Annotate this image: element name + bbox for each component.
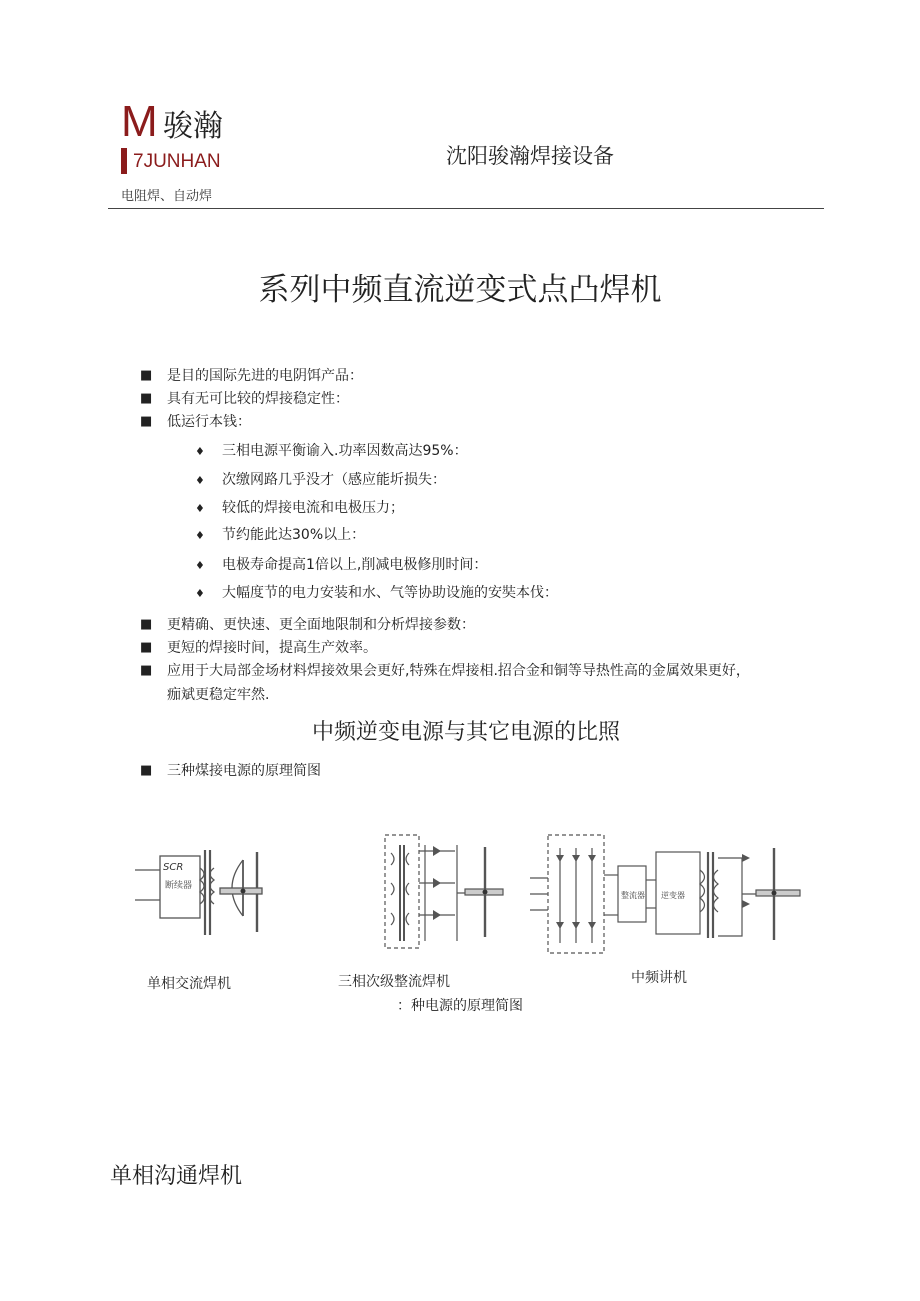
rectifier-label: 整流器 xyxy=(621,891,645,900)
sub-feature-item: 三相电源平衡谕入.功率因数高达95%： xyxy=(222,443,468,459)
caption-single-phase: 单相交流焊机 xyxy=(147,976,231,992)
diamond-bullet-icon: ♦ xyxy=(195,587,205,600)
sub-feature-item: 次缴网路几乎没才（感应能圻损失： xyxy=(222,472,446,488)
bullet-icon: ■ xyxy=(140,391,153,406)
inverter-label: 逆变器 xyxy=(661,891,685,900)
feature-item-continued: 痂斌更稳定牢然. xyxy=(167,687,270,703)
section-heading-comparison: 中频逆变电源与其它电源的比照 xyxy=(311,720,620,745)
figure-caption: ：种电源的原理简图 xyxy=(397,998,523,1014)
bullet-icon: ■ xyxy=(140,617,153,632)
tagline: 电阻焊、自动焊 xyxy=(121,189,213,204)
diamond-bullet-icon: ♦ xyxy=(195,502,205,515)
header-divider xyxy=(108,208,824,209)
company-name: 沈阳骏瀚焊接设备 xyxy=(446,144,614,168)
sub-feature-item: 较低的焊接电流和电极压力； xyxy=(222,500,404,516)
bullet-icon: ■ xyxy=(140,763,153,778)
feature-item: 是目的国际先进的电阴饵产品： xyxy=(167,368,363,384)
feature-item: 应用于大局部金场材料焊接效果会更好,特殊在焊接相.招合金和铜等导热性高的金属效果更好， xyxy=(167,663,750,679)
feature-item: 低运行本钱： xyxy=(167,414,251,430)
breaker-label: 断续器 xyxy=(165,881,193,891)
logo-english-name: 7JUNHAN xyxy=(133,151,221,172)
logo-bar xyxy=(121,148,127,174)
diamond-bullet-icon: ♦ xyxy=(195,559,205,572)
caption-mid-frequency: 中频讲机 xyxy=(631,970,687,986)
diagram-single-phase-ac xyxy=(135,840,275,940)
feature-item: 更精确、更快速、更全面地限制和分析焊接参数： xyxy=(167,617,475,633)
diamond-bullet-icon: ♦ xyxy=(195,529,205,542)
diamond-bullet-icon: ♦ xyxy=(195,474,205,487)
section-heading-single-phase: 单相沟通焊机 xyxy=(110,1164,243,1189)
logo-chinese-name: 骏瀚 xyxy=(163,109,223,144)
scr-label: SCR xyxy=(163,862,184,873)
bullet-icon: ■ xyxy=(140,368,153,383)
page-title: 系列中频直流逆变式点凸焊机 xyxy=(258,272,662,308)
sub-feature-item: 电极寿命提高1倍以上,削减电极修刖时间： xyxy=(222,557,488,573)
bullet-icon: ■ xyxy=(140,640,153,655)
sub-feature-item: 节约能此达30%以上： xyxy=(222,527,366,543)
logo-letter: M xyxy=(121,97,156,146)
diagram-mid-frequency-inverter xyxy=(530,830,810,960)
diagram-three-phase-rectifier xyxy=(385,833,505,953)
sub-feature-item: 大幅度节的电力安装和水、气等协助设施的安奘本伐： xyxy=(222,585,558,601)
bullet-icon: ■ xyxy=(140,414,153,429)
caption-three-phase: 三相次级整流焊机 xyxy=(338,974,450,990)
feature-item: 具有无可比较的焊接稳定性： xyxy=(167,391,349,407)
bullet-icon: ■ xyxy=(140,663,153,678)
diamond-bullet-icon: ♦ xyxy=(195,445,205,458)
feature-item: 更短的焊接时间，提高生产效率。 xyxy=(167,640,377,656)
section-bullet-item: 三种煤接电源的原理简图 xyxy=(167,763,321,779)
